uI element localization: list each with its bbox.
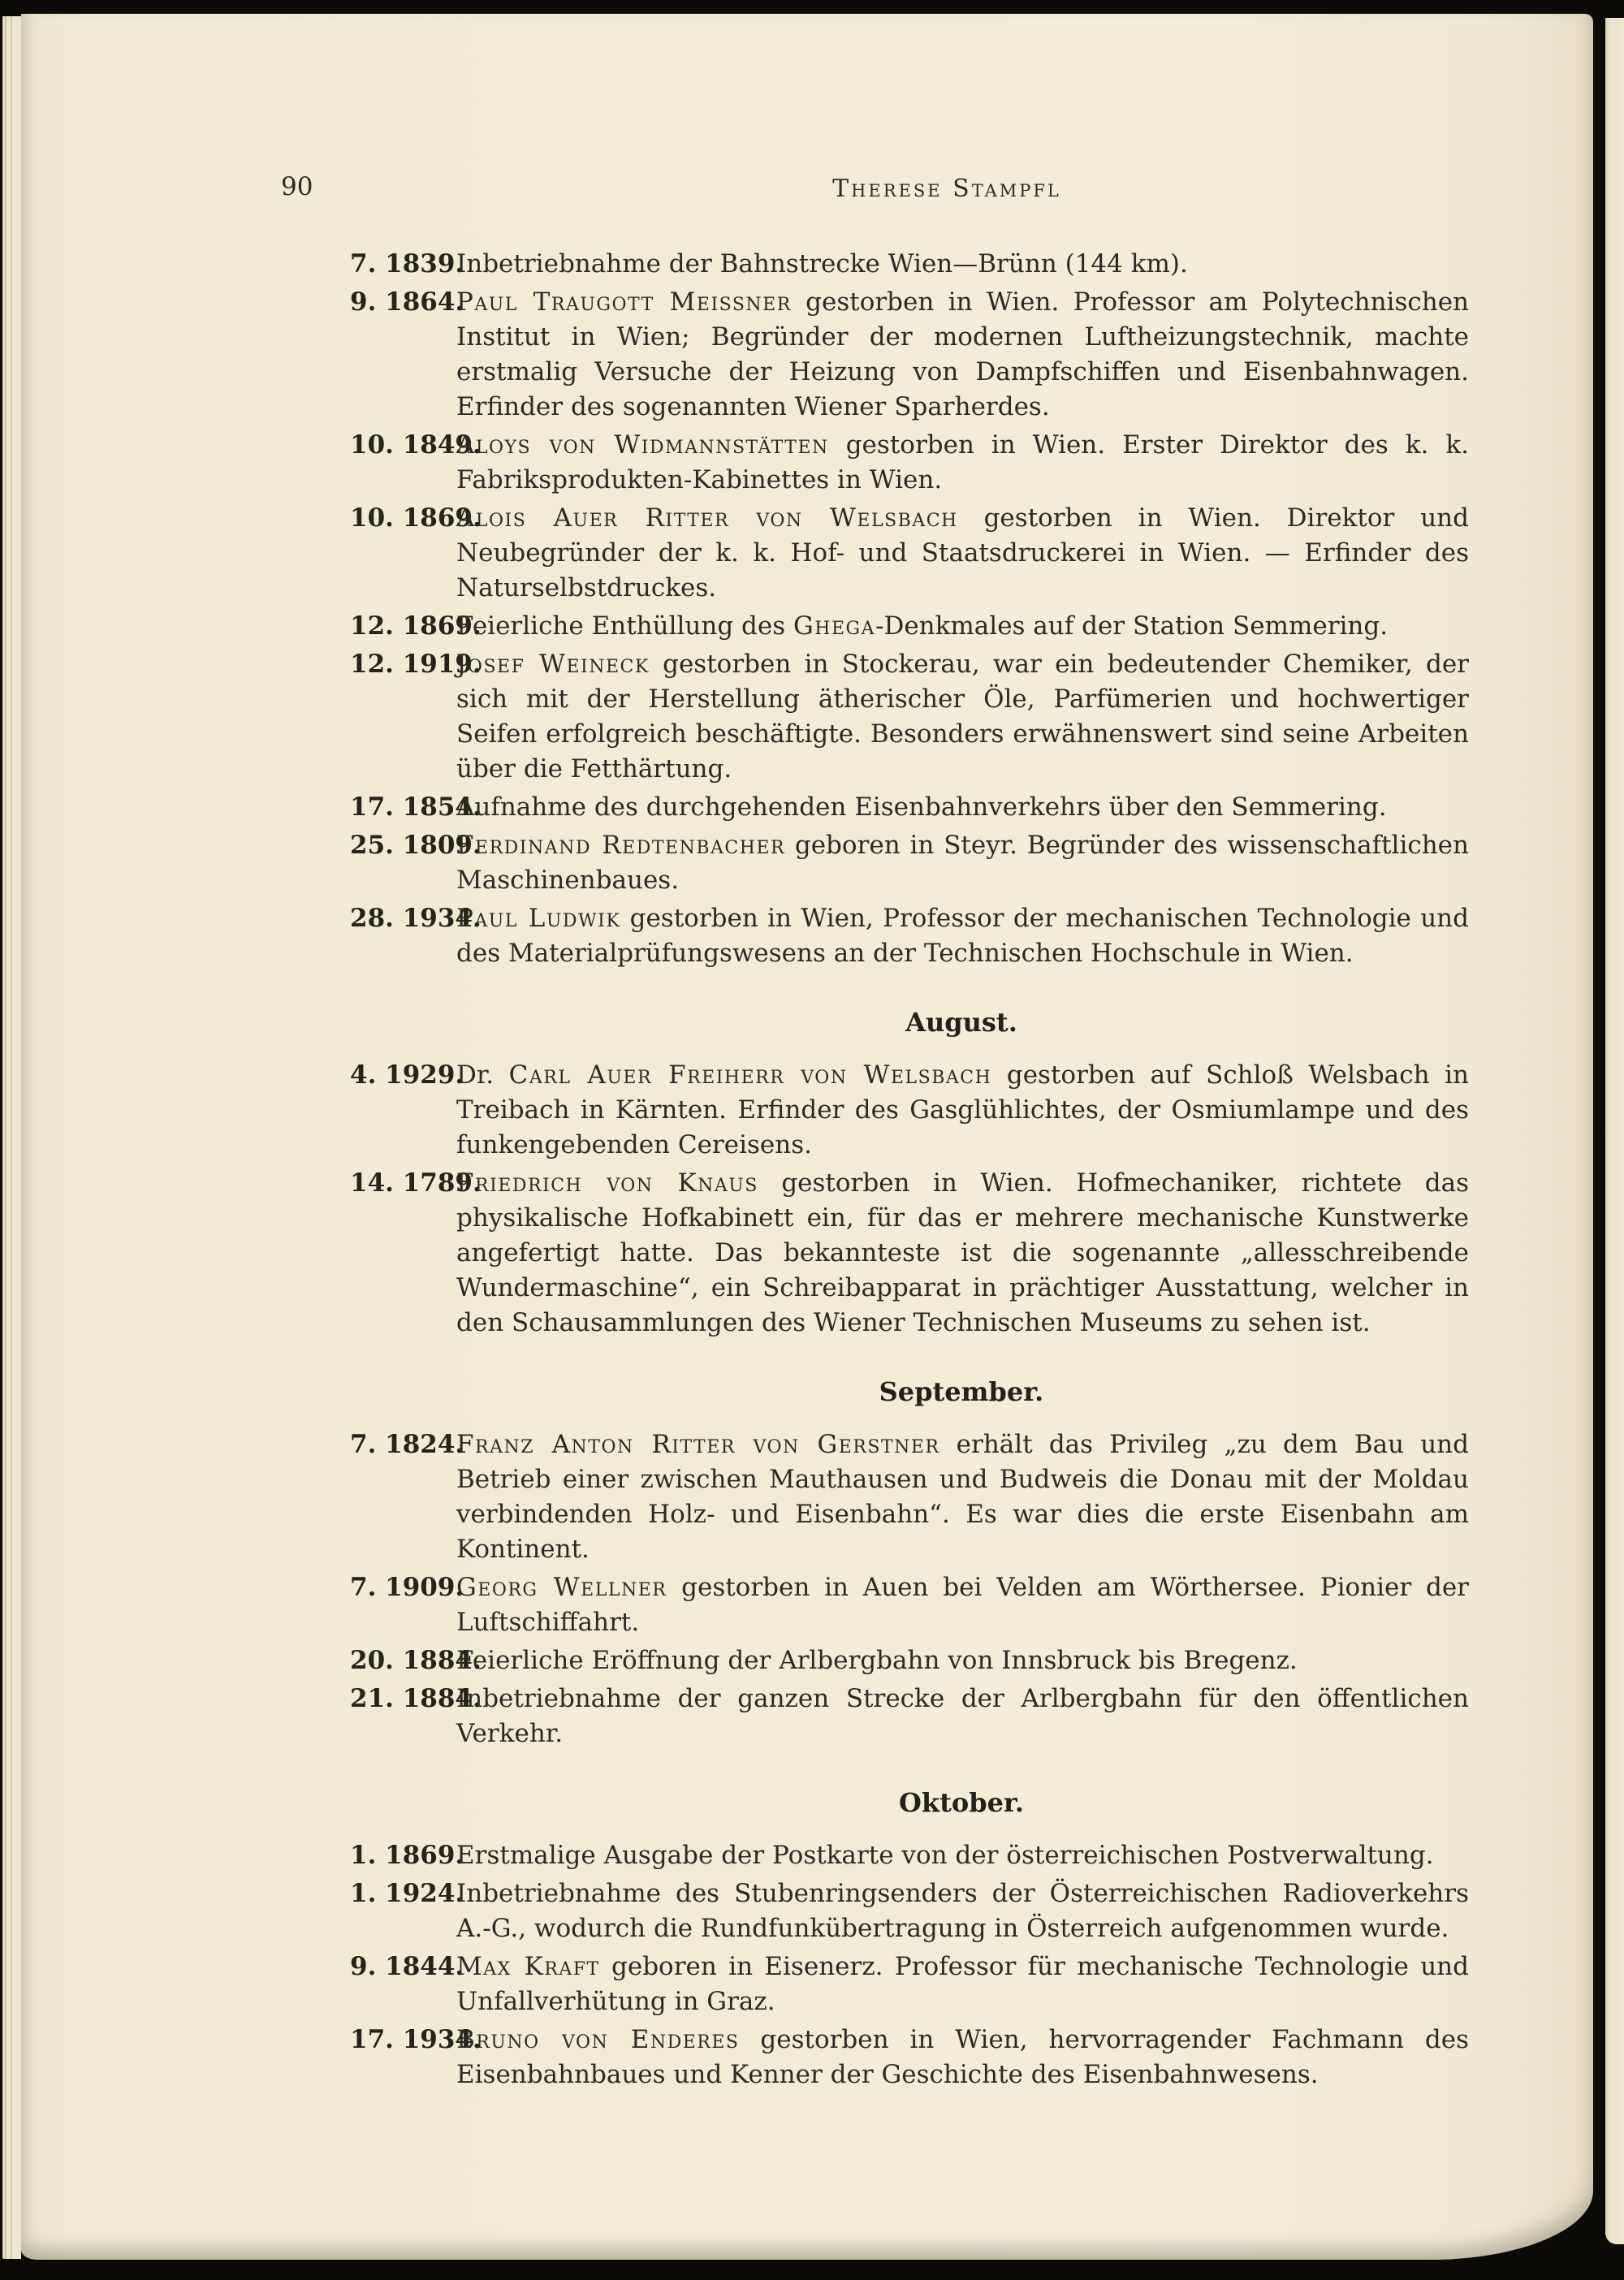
chronicle-entries bbox=[350, 247, 1469, 2096]
entry-text: Ferdinand Redtenbacher geboren in Steyr. Begründer des wissenschaftlichen Maschinenbaues. bbox=[456, 831, 1469, 895]
entry-row bbox=[350, 1682, 1469, 1751]
entry-row bbox=[350, 901, 1469, 971]
entry-row bbox=[350, 1166, 1469, 1341]
entry-text: Alois Auer Ritter von Welsbach gestorben in Wien. Direktor und Neubegründer der k. k. Hof- und Staatsdruckerei in Wien. — Erfinder des Naturselbstdruckes. bbox=[456, 503, 1469, 602]
entry-text: Aloys von Widmannstätten gestorben in Wien. Erster Direktor des k. k. Fabriksprodukten-Kabinettes in Wien. bbox=[456, 430, 1469, 494]
book-page bbox=[21, 14, 1593, 2260]
entry-row bbox=[350, 1643, 1469, 1678]
entry-text: Erstmalige Ausgabe der Postkarte von der österreichischen Postverwaltung. bbox=[456, 1841, 1434, 1870]
entry-date: 1. 1924. bbox=[350, 1879, 464, 1908]
entry-date: 12. 1919. bbox=[350, 650, 482, 679]
entry-date: 14. 1789. bbox=[350, 1168, 482, 1198]
entry-row bbox=[350, 1838, 1469, 1873]
entry-row bbox=[350, 1058, 1469, 1163]
month-heading: August. bbox=[905, 1007, 1017, 1038]
entry-date: 7. 1909. bbox=[350, 1573, 464, 1602]
entry-date: 21. 1884. bbox=[350, 1684, 482, 1713]
entry-text: Friedrich von Knaus gestorben in Wien. Hofmechaniker, richtete das physikalische Hofkabinett ein, für das er mehrere mechanische Kunstwerke angefertigt hatte. Das bekannteste ist die sogenannte „allesschreibende Wundermaschine“, ein Schreibapparat in prächtiger Ausstattung, welcher in den Schausammlungen des Wiener Technischen Museums zu sehen ist. bbox=[456, 1168, 1469, 1337]
entry-text: Inbetriebnahme der Bahnstrecke Wien—Brünn (144 km). bbox=[456, 249, 1188, 279]
entry-date: 10. 1849. bbox=[350, 430, 482, 460]
month-heading: Oktober. bbox=[899, 1787, 1024, 1818]
entry-row bbox=[350, 428, 1469, 498]
entry-row bbox=[350, 501, 1469, 606]
entry-date: 20. 1884. bbox=[350, 1646, 482, 1675]
entry-date: 9. 1864. bbox=[350, 287, 464, 317]
entry-row bbox=[350, 1570, 1469, 1640]
entry-date: 7. 1839. bbox=[350, 249, 464, 279]
entry-text: Paul Traugott Meissner gestorben in Wien. Professor am Polytechnischen Institut in Wien; Begründer der modernen Luftheizungstechnik, machte erstmalig Versuche der Heizung von Dampfschiffen und Eisenbahnwagen. Erfinder des sogenannten Wiener Sparherdes. bbox=[456, 287, 1469, 421]
page-number: 90 bbox=[281, 172, 313, 201]
person-name: Paul Traugott Meissner bbox=[456, 287, 792, 317]
entry-text: Aufnahme des durchgehenden Eisenbahnverkehrs über den Semmering. bbox=[456, 792, 1387, 822]
entry-text: Franz Anton Ritter von Gerstner erhält das Privileg „zu dem Bau und Betrieb einer zwischen Mauthausen und Budweis die Donau mit der Moldau verbindenden Holz- und Eisenbahn“. Es war dies die erste Eisenbahn am Kontinent. bbox=[456, 1430, 1469, 1564]
person-name: Ghega bbox=[793, 611, 875, 641]
entry-text: Inbetriebnahme des Stubenringsenders der Österreichischen Radioverkehrs A.-G., wodurch die Rundfunkübertragung in Österreich aufgenommen wurde. bbox=[456, 1879, 1469, 1943]
entry-date: 7. 1824. bbox=[350, 1430, 464, 1459]
entry-text: Bruno von Enderes gestorben in Wien, hervorragender Fachmann des Eisenbahnbaues und Kenner der Geschichte des Eisenbahnwesens. bbox=[456, 2025, 1469, 2089]
person-name: Paul Ludwik bbox=[456, 904, 621, 933]
entry-date: 25. 1809. bbox=[350, 831, 482, 860]
entry-text: Feierliche Eröffnung der Arlbergbahn von Innsbruck bis Bregenz. bbox=[456, 1646, 1298, 1675]
entry-row bbox=[350, 609, 1469, 644]
entry-text: Feierliche Enthüllung des Ghega-Denkmales auf der Station Semmering. bbox=[456, 611, 1389, 641]
next-page-edge bbox=[1605, 18, 1624, 2244]
entry-date: 4. 1929. bbox=[350, 1060, 464, 1090]
entry-row bbox=[350, 2023, 1469, 2092]
entry-date: 9. 1844. bbox=[350, 1952, 464, 1981]
person-name: Alois Auer Ritter von Welsbach bbox=[456, 503, 958, 533]
entry-row bbox=[350, 285, 1469, 425]
person-name: Carl Auer Freiherr von Welsbach bbox=[508, 1060, 992, 1090]
entry-text: Inbetriebnahme der ganzen Strecke der Arlbergbahn für den öffentlichen Verkehr. bbox=[456, 1684, 1469, 1748]
entry-date: 1. 1869. bbox=[350, 1841, 464, 1870]
entry-row bbox=[350, 790, 1469, 825]
entry-text: Max Kraft geboren in Eisenerz. Professor für mechanische Technologie und Unfallverhütung in Graz. bbox=[456, 1952, 1469, 2016]
running-head: Therese Stampfl bbox=[832, 175, 1061, 203]
person-name: Franz Anton Ritter von Gerstner bbox=[456, 1430, 940, 1459]
entry-row bbox=[350, 1876, 1469, 1946]
person-name: Ferdinand Redtenbacher bbox=[456, 831, 786, 860]
entry-date: 10. 1869. bbox=[350, 503, 482, 533]
month-heading: September. bbox=[879, 1376, 1044, 1407]
person-name: Max Kraft bbox=[456, 1952, 600, 1981]
person-name: Friedrich von Knaus bbox=[456, 1168, 758, 1198]
entry-text: Paul Ludwik gestorben in Wien, Professor der mechanischen Technologie und des Materialprüfungswesens an der Technischen Hochschule in Wien. bbox=[456, 904, 1469, 968]
entry-row bbox=[350, 247, 1469, 282]
entry-text: Josef Weineck gestorben in Stockerau, war ein bedeutender Chemiker, der sich mit der Herstellung ätherischer Öle, Parfümerien und hochwertiger Seifen erfolgreich beschäftigte. Besonders erwähnenswert sind seine Arbeiten über die Fetthärtung. bbox=[456, 650, 1469, 784]
entry-row bbox=[350, 1950, 1469, 2019]
entry-date: 28. 1934. bbox=[350, 904, 482, 933]
person-name: Georg Wellner bbox=[456, 1573, 667, 1602]
book-page-edges bbox=[0, 16, 21, 2259]
entry-date: 12. 1869. bbox=[350, 611, 482, 641]
entry-date: 17. 1854. bbox=[350, 792, 482, 822]
entry-text: Dr. Carl Auer Freiherr von Welsbach gestorben auf Schloß Welsbach in Treibach in Kärnten. Erfinder des Gasglühlichtes, der Osmiumlampe und des funkengebenden Cereisens. bbox=[456, 1060, 1469, 1159]
entry-row bbox=[350, 1427, 1469, 1567]
entry-text: Georg Wellner gestorben in Auen bei Velden am Wörthersee. Pionier der Luftschiffahrt. bbox=[456, 1573, 1469, 1637]
entry-date: 17. 1934. bbox=[350, 2025, 482, 2054]
person-name: Aloys von Widmannstätten bbox=[456, 430, 829, 460]
entry-row bbox=[350, 828, 1469, 898]
entry-row bbox=[350, 647, 1469, 787]
person-name: Bruno von Enderes bbox=[456, 2025, 740, 2054]
person-name: Josef Weineck bbox=[456, 650, 650, 679]
